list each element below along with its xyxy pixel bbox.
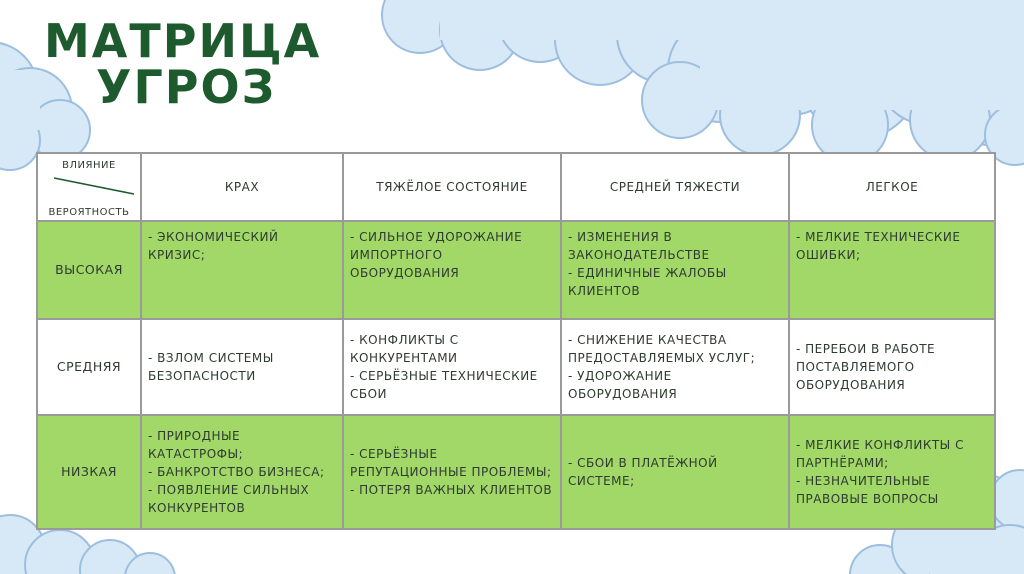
row-label: НИЗКАЯ — [37, 415, 141, 529]
table-cell — [789, 221, 995, 319]
cell-item: - СНИЖЕНИЕ КАЧЕСТВА ПРЕДОСТАВЛЯЕМЫХ УСЛУГ; — [568, 333, 756, 365]
cell-item: - ПОЯВЛЕНИЕ СИЛЬНЫХ КОНКУРЕНТОВ — [148, 483, 310, 515]
corner-header-cell — [37, 153, 141, 221]
cell-item: - УДОРОЖАНИЕ ОБОРУДОВАНИЯ — [568, 369, 678, 401]
column-header: КРАХ — [141, 153, 343, 221]
cell-item: - ПОТЕРЯ ВАЖНЫХ КЛИЕНТОВ — [350, 483, 553, 497]
corner-influence-label: ВЛИЯНИЕ — [62, 160, 116, 171]
row-label: ВЫСОКАЯ — [37, 221, 141, 319]
table-cell — [141, 319, 343, 415]
table-cell — [343, 319, 561, 415]
table-cell — [789, 415, 995, 529]
table-row — [37, 221, 995, 319]
table-cell — [343, 221, 561, 319]
table-row — [37, 415, 995, 529]
table-cell — [561, 319, 789, 415]
cell-item: - КОНФЛИКТЫ С КОНКУРЕНТАМИ — [350, 333, 459, 365]
cell-item: - МЕЛКИЕ ТЕХНИЧЕСКИЕ ОШИБКИ; — [796, 230, 961, 262]
title-line-2: УГРОЗ — [96, 60, 277, 114]
cell-item: - МЕЛКИЕ КОНФЛИКТЫ С ПАРТНЁРАМИ; — [796, 438, 964, 470]
threat-matrix-table — [36, 152, 996, 530]
cell-item: - ЕДИНИЧНЫЕ ЖАЛОБЫ КЛИЕНТОВ — [568, 266, 727, 298]
column-header: ЛЕГКОЕ — [789, 153, 995, 221]
table-cell — [343, 415, 561, 529]
corner-probability-label: ВЕРОЯТНОСТЬ — [48, 207, 130, 218]
title-line-1: МАТРИЦА — [44, 14, 322, 68]
cell-item: - СЕРЬЁЗНЫЕ ТЕХНИЧЕСКИЕ СБОИ — [350, 369, 538, 401]
cell-item: - ПРИРОДНЫЕ КАТАСТРОФЫ; — [148, 429, 244, 461]
row-label: СРЕДНЯЯ — [37, 319, 141, 415]
table-cell — [141, 415, 343, 529]
cell-item: - ВЗЛОМ СИСТЕМЫ БЕЗОПАСНОСТИ — [148, 351, 274, 383]
cell-item: - СЕРЬЁЗНЫЕ РЕПУТАЦИОННЫЕ ПРОБЛЕМЫ; — [350, 447, 552, 479]
cell-item: - СИЛЬНОЕ УДОРОЖАНИЕ ИМПОРТНОГО ОБОРУДОВАНИЯ — [350, 230, 523, 280]
table-row — [37, 319, 995, 415]
table-header-row — [37, 153, 995, 221]
table-cell — [561, 221, 789, 319]
table-cell — [789, 319, 995, 415]
cell-item: - БАНКРОТСТВО БИЗНЕСА; — [148, 465, 325, 479]
column-header: СРЕДНЕЙ ТЯЖЕСТИ — [561, 153, 789, 221]
cell-item: - СБОИ В ПЛАТЁЖНОЙ СИСТЕМЕ; — [568, 456, 718, 488]
cell-item: - ИЗМЕНЕНИЯ В ЗАКОНОДАТЕЛЬСТВЕ — [568, 230, 710, 262]
cell-item: - ЭКОНОМИЧЕСКИЙ КРИЗИС; — [148, 230, 279, 262]
table-cell — [141, 221, 343, 319]
cell-item: - ПЕРЕБОИ В РАБОТЕ ПОСТАВЛЯЕМОГО ОБОРУДОВАНИЯ — [796, 342, 936, 392]
column-header: ТЯЖЁЛОЕ СОСТОЯНИЕ — [343, 153, 561, 221]
cell-item: - НЕЗНАЧИТЕЛЬНЫЕ ПРАВОВЫЕ ВОПРОСЫ — [796, 474, 939, 506]
page-title — [44, 14, 322, 114]
table-cell — [561, 415, 789, 529]
